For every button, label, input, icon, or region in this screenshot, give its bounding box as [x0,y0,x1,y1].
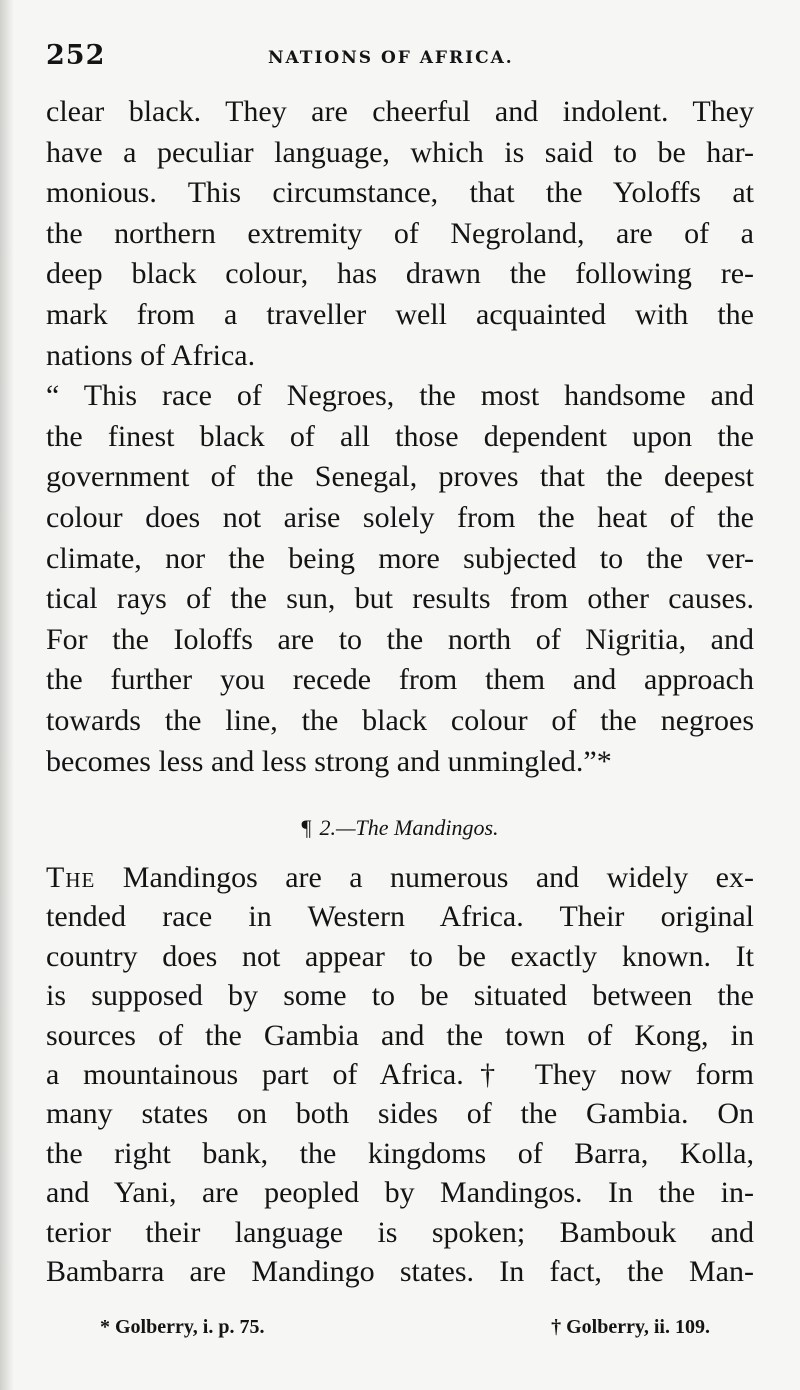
footnotes [100,1316,720,1346]
page-header [46,40,754,80]
text-line: sources of the Gambia and the town of Kong, in [46,1018,754,1052]
text-line: the right bank, the kingdoms of Barra, Kolla, [46,1136,754,1170]
quote-line: climate, nor the being more subjected to the ver- [46,541,754,575]
footnote-1: * Golberry, i. p. 75. [100,1316,265,1338]
quote-line: the further you recede from them and approach [46,663,754,697]
second-text-block [46,858,754,1291]
text-line: terior their language is spoken; Bambouk and [46,1215,754,1249]
text-line: deep black colour, has drawn the following re- [46,257,754,291]
main-text-block [46,92,754,782]
quote-line: “ This race of Negroes, the most handsome and [46,379,754,413]
running-head: NATIONS OF AFRICA. [268,48,514,68]
text-line: monious. This circumstance, that the Yoloffs at [46,176,754,210]
page-number: 252 [46,40,106,71]
section-heading [0,815,800,841]
text-line: many states on both sides of the Gambia. On [46,1097,754,1131]
text-line: and Yani, are peopled by Mandingos. In the in- [46,1176,754,1210]
text-line: the northern extremity of Negroland, are of a [46,216,754,250]
text-line [46,858,754,897]
quote-line: For the Ioloffs are to the north of Nigritia, and [46,622,754,656]
section-title: 2.—The Mandingos. [319,815,499,840]
text-line: Bambarra are Mandingo states. In fact, the Man- [46,1254,754,1288]
text-line: tended race in Western Africa. Their original [46,900,754,934]
text-line: country does not appear to be exactly known. It [46,939,754,973]
text-line: nations of Africa. [46,338,256,372]
text-line: is supposed by some to be situated between the [46,979,754,1013]
footnote-2: † Golberry, ii. 109. [551,1316,710,1338]
gutter-shadow [0,0,14,1390]
quote-line: tical rays of the sun, but results from other causes. [46,582,754,616]
text-span: Mandingos are a numerous and widely ex- [95,861,754,894]
drop-word: The [46,861,96,894]
text-line: clear black. They are cheerful and indolent. They [46,95,754,128]
text-line: a mountainous part of Africa.† They now form [46,1057,754,1091]
quote-line: government of the Senegal, proves that the deepest [46,460,754,494]
quote-line: becomes less and less strong and unmingled.”* [46,744,612,778]
quote-line: colour does not arise solely from the heat of the [46,500,754,534]
quote-line: the finest black of all those dependent upon the [46,419,754,453]
text-line: have a peculiar language, which is said to be har- [46,135,754,169]
quote-line: towards the line, the black colour of the negroes [46,703,754,737]
text-line: mark from a traveller well acquainted with the [46,297,754,331]
pilcrow-mark: ¶ [301,815,312,840]
